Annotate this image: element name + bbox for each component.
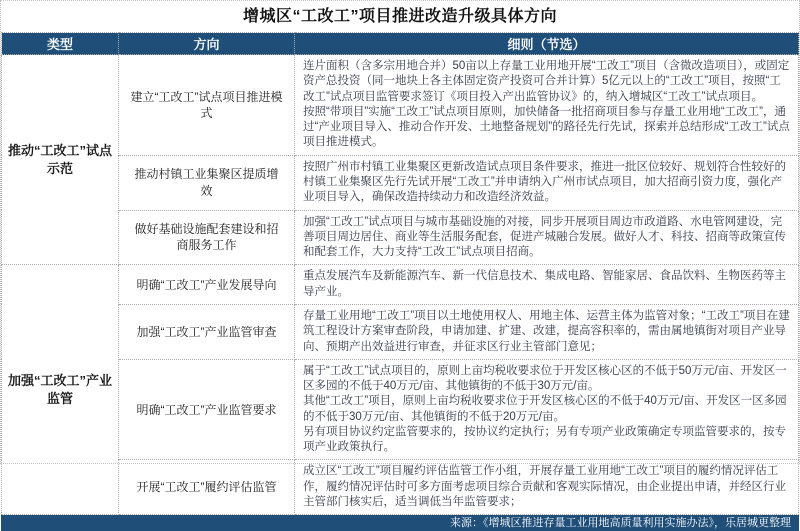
type-cell: 推动“工改工”试点示范 <box>2 55 119 265</box>
table-body <box>2 55 799 515</box>
direction-cell: 加强“工改工”产业监管审查 <box>119 304 295 359</box>
detail-paragraph: 另有项目协议约定监管要求的，按协议约定执行；另有专项产业政策确定专项监管要求的，按专项产业政策执行。 <box>303 425 786 454</box>
table-row <box>2 155 799 210</box>
detail-paragraph: 属于“工改工”试点项目的，原则上亩均税收要求位于开发区核心区的不低于50万元/亩、开发区一区多园的不低于40万元/亩、其他镇街的不低于30万元/亩。 <box>303 364 787 393</box>
main-table <box>1 32 799 515</box>
table-row <box>2 55 799 156</box>
detail-paragraph: 重点发展汽车及新能源汽车、新一代信息技术、集成电路、智能家居、食品饮料、生物医药等主导产业。 <box>303 270 786 298</box>
source-text: 来源：《增城区推进存量工业用地高质量利用实施办法》，乐居城更整理 <box>450 517 791 530</box>
direction-cell: 开展“工改工”履约评估监管 <box>119 460 295 515</box>
main-table-wrap <box>1 32 799 515</box>
detail-paragraph: 存量工业用地“工改工”项目以土地使用权人、用地主体、运营主体为监管对象；“工改工”项目在建筑工程设计方案审查阶段，申请加建、扩建、改建，提高容积率的，需由属地镇街对项目产业导向、预期产出效益进行审查，并征求区行业主管部门意见； <box>303 309 790 353</box>
detail-cell <box>295 55 799 156</box>
detail-paragraph: 按照“带项目”实施“工改工”试点项目原则，加快储备一批招商项目参与存量工业用地“工改工”，通过“产业项目导入、推动合作开发、土地整备规划”的路径先行先试，探索并总结形成“工改工”试点项目推进模式。 <box>303 105 790 149</box>
detail-paragraph: 加强“工改工”试点项目与城市基础设施的对接，同步开展项目周边市政道路、水电管网建设，完善项目周边居住、商业等生活服务配套，促进产城融合发展。做好人才、科技、招商等政策宣传和配套工作，大力支持“工改工”试点项目招商。 <box>303 215 786 259</box>
detail-cell <box>295 460 799 515</box>
table-row <box>2 210 799 265</box>
page-title: 增城区“工改工”项目推进改造升级具体方向 <box>242 8 557 25</box>
detail-cell <box>295 304 799 359</box>
detail-paragraph: 其他“工改工”项目，原则上亩均税收要求位于开发区核心区的不低于40万元/亩、开发区一区多园的不低于30万元/亩、其他镇街的不低于20万元/亩。 <box>303 395 787 423</box>
table-header <box>2 33 799 55</box>
col-header-type: 类型 <box>2 33 119 55</box>
table-row <box>2 359 799 460</box>
table-row <box>2 460 799 515</box>
header-row <box>2 33 799 55</box>
direction-cell: 明确“工改工”产业监管要求 <box>119 359 295 460</box>
type-cell: 加强“工改工”产业监管 <box>2 265 119 515</box>
detail-paragraph: 连片面积（含多宗用地合并）50亩以上存量工业用地开展“工改工”项目（含微改造项目），或固定资产总投资（同一地块上各主体固定资产投资可合并计算）5亿元以上的“工改工”项目，按照“工改工”试点项目监管要求签订《项目投入产出监管协议》的，纳入增城区“工改工”试点项目。 <box>303 60 790 103</box>
direction-cell: 推动村镇工业集聚区提质增效 <box>119 155 295 210</box>
col-header-detail: 细则（节选） <box>295 33 799 55</box>
detail-cell <box>295 210 799 265</box>
detail-cell <box>295 359 799 460</box>
detail-paragraph: 按照广州市村镇工业集聚区更新改造试点项目条件要求，推进一批区位较好、规划符合性较好的村镇工业集聚区先行先试开展“工改工”并申请纳入广州市试点项目，加大招商引资力度，强化产业项目导入，确保改造持续动力和改造经济效益。 <box>303 160 786 204</box>
table-row <box>2 304 799 359</box>
direction-cell: 明确“工改工”产业发展导向 <box>119 265 295 305</box>
detail-cell <box>295 265 799 305</box>
direction-cell: 做好基础设施配套建设和招商服务工作 <box>119 210 295 265</box>
table-row <box>2 265 799 305</box>
detail-cell <box>295 155 799 210</box>
col-header-direction: 方向 <box>119 33 295 55</box>
detail-paragraph: 成立区“工改工”项目履约评估监管工作小组，开展存量工业用地“工改工”项目的履约情况评估工作，履约情况评估时可多方面考虑项目综合贡献和客观实际情况，由企业提出申请，并经区行业主管部门核实后，适当调低当年监管要求； <box>303 465 786 509</box>
direction-cell: 建立“工改工”试点项目推进模式 <box>119 55 295 156</box>
source-bar <box>1 515 799 531</box>
